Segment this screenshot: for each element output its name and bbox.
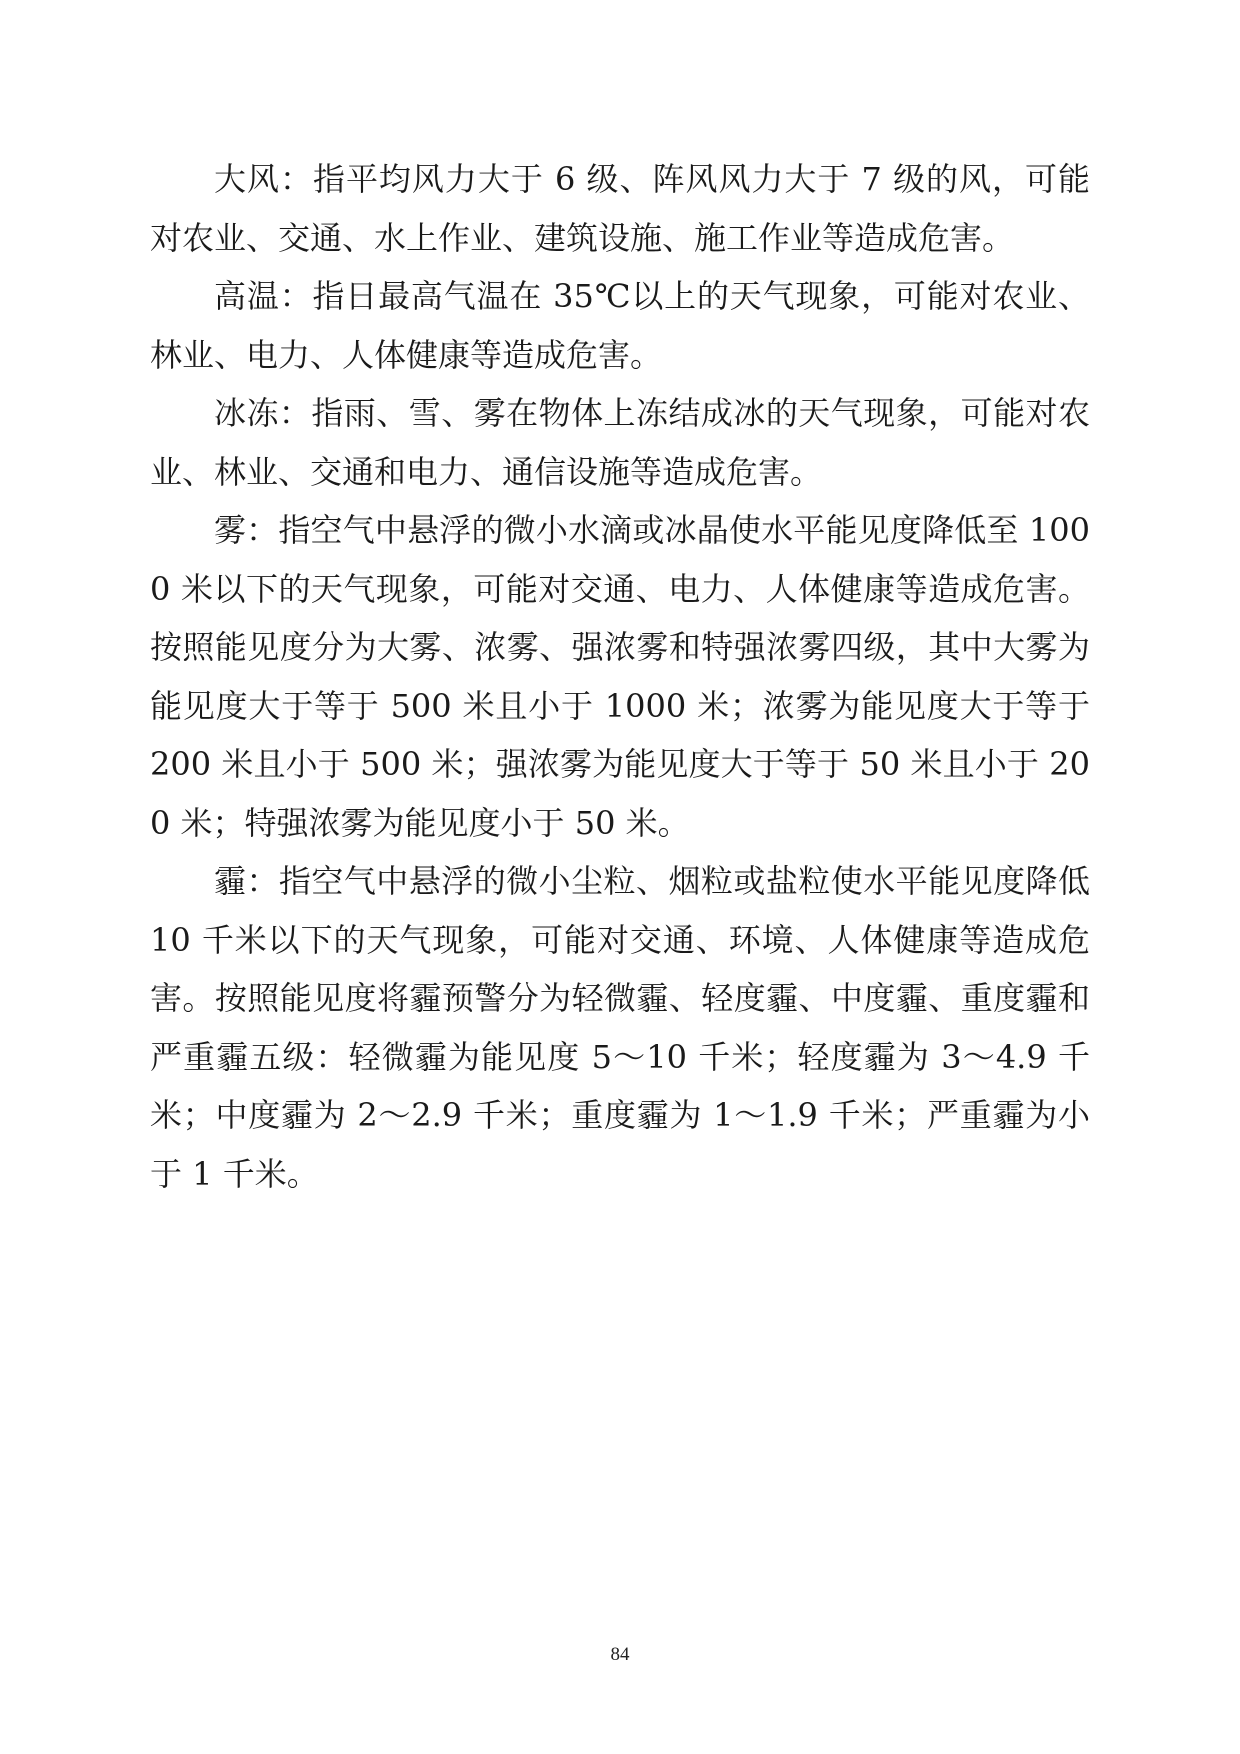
page-number: 84 bbox=[610, 1644, 630, 1665]
paragraph-strong-wind: 大风：指平均风力大于 6 级、阵风风力大于 7 级的风，可能对农业、交通、水上作业、建筑设施、施工作业等造成危害。 bbox=[150, 160, 1090, 257]
document-body bbox=[150, 150, 1090, 1203]
paragraph-fog: 雾：指空气中悬浮的微小水滴或冰晶使水平能见度降低至 1000 米以下的天气现象，可能对交通、电力、人体健康等造成危害。按照能见度分为大雾、浓雾、强浓雾和特强浓雾四级，其中大雾为能见度大于等于 500 米且小于 1000 米；浓雾为能见度大于等于 200 米且小于 500 米；强浓雾为能见度大于等于 50 米且小于 200 米；特强浓雾为能见度小于 50 米。 bbox=[150, 511, 1090, 842]
paragraph-high-temperature: 高温：指日最高气温在 35℃以上的天气现象，可能对农业、林业、电力、人体健康等造成危害。 bbox=[150, 277, 1090, 374]
paragraph-freezing: 冰冻：指雨、雪、雾在物体上冻结成冰的天气现象，可能对农业、林业、交通和电力、通信设施等造成危害。 bbox=[150, 394, 1090, 491]
paragraph-haze: 霾：指空气中悬浮的微小尘粒、烟粒或盐粒使水平能见度降低 10 千米以下的天气现象，可能对交通、环境、人体健康等造成危害。按照能见度将霾预警分为轻微霾、轻度霾、中度霾、重度霾和严重霾五级：轻微霾为能见度 5～10 千米；轻度霾为 3～4.9 千米；中度霾为 2～2.9 千米；重度霾为 1～1.9 千米；严重霾为小于 1 千米。 bbox=[150, 862, 1090, 1193]
